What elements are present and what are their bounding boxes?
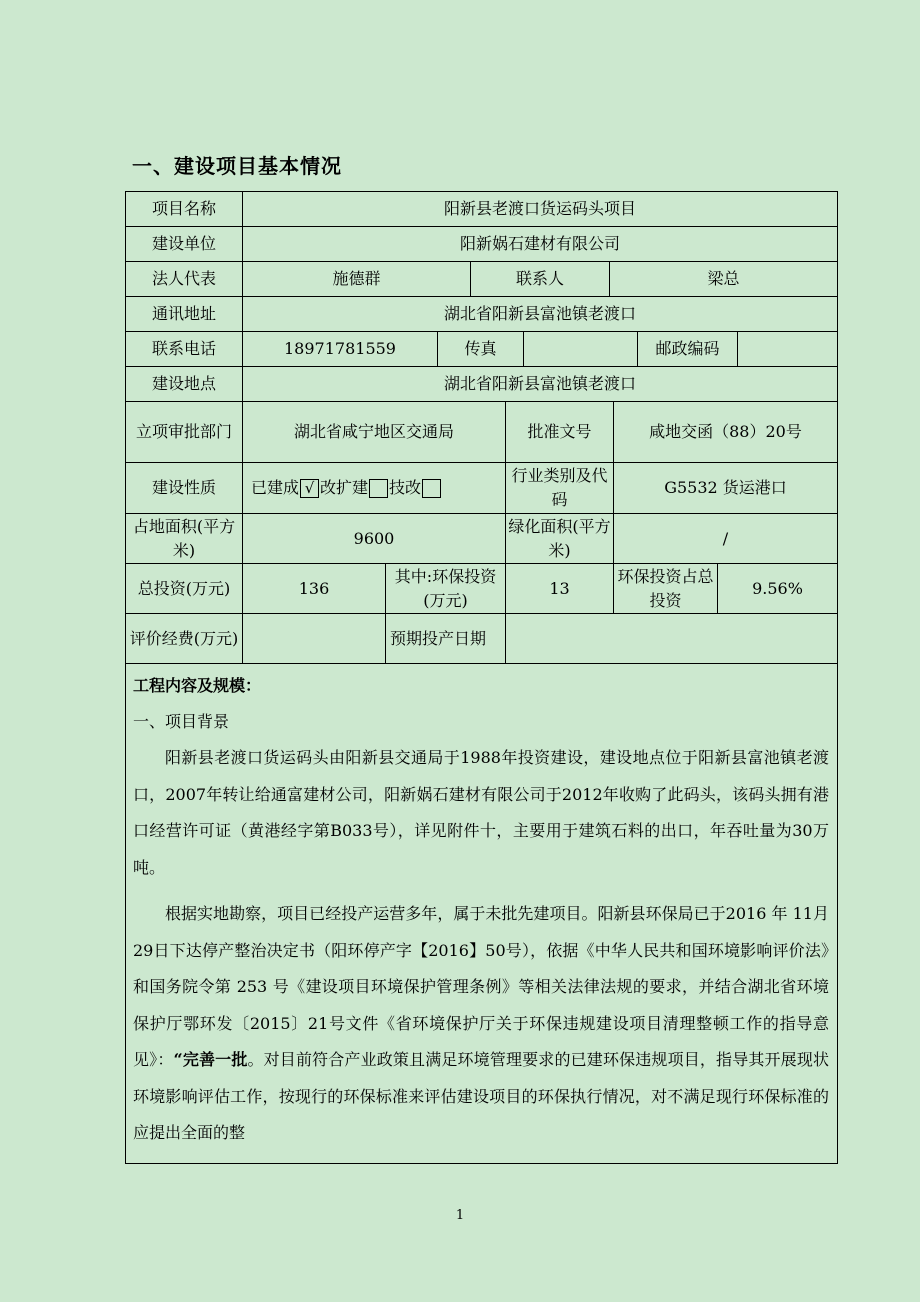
total-invest-label: 总投资(万元) — [137, 578, 231, 598]
approval-no-label: 批准文号 — [527, 422, 592, 441]
industry-label: 行业类别及代码 — [511, 466, 608, 509]
land-area-label: 占地面积(平方米) — [132, 516, 236, 560]
paragraph-2-part-a: 根据实地勘察，项目已经投产运营多年，属于未批先建项目。阳新县环保局已于2016 年 11月 29日下达停产整治决定书（阳环停产字【2016】50号），依据《中华人民共和国环境影响评价法》和国务院令第 253 号《建设项目环境保护管理条例》等相关法律法规的要求，并结合湖北省环境保护厅鄂环发〔2015〕21号文件《省环境保护厅关于环保违规建设项目清理整顿工作的指导意见》： — [133, 904, 829, 1069]
postcode-value — [738, 332, 837, 366]
page-number: 1 — [455, 1208, 465, 1223]
green-area-value: / — [722, 528, 729, 548]
section-heading: 一、建设项目基本情况 — [132, 154, 342, 178]
total-invest-value: 136 — [298, 578, 330, 598]
eval-fee-value — [243, 614, 385, 663]
approval-no-value: 咸地交函（88）20号 — [649, 422, 802, 441]
content-subtitle: 一、项目背景 — [133, 712, 230, 731]
project-name-value: 阳新县老渡口货运码头项目 — [443, 199, 636, 218]
postcode-label: 邮政编码 — [655, 339, 720, 358]
legal-rep-value: 施德群 — [332, 269, 381, 288]
nature-label: 建设性质 — [151, 478, 216, 497]
approval-dept-label: 立项审批部门 — [135, 422, 232, 441]
paragraph-2 — [133, 896, 829, 1152]
paragraph-2-part-b: 。对目前符合产业政策且满足环境管理要求的已建环保违规项目，指导其开展现状环境影响评估工作，按现行的环保标准来评估建设项目的环保执行情况，对不满足现行环保标准的应提出全面的整 — [133, 1050, 829, 1142]
nature-tech-checkbox[interactable] — [422, 479, 441, 498]
site-label: 建设地点 — [151, 374, 216, 393]
phone-label: 联系电话 — [151, 339, 216, 358]
fax-label: 传真 — [464, 339, 497, 358]
site-value: 湖北省阳新县富池镇老渡口 — [443, 374, 636, 393]
env-invest-label: 其中:环保投资(万元) — [394, 566, 497, 610]
fax-value — [524, 332, 637, 366]
expected-date-value — [506, 614, 837, 663]
contact-label: 联系人 — [515, 269, 564, 288]
legal-rep-label: 法人代表 — [151, 269, 216, 288]
env-ratio-value: 9.56% — [752, 578, 803, 598]
eval-fee-label: 评价经费(万元) — [129, 628, 239, 648]
nature-expand-checkbox[interactable] — [369, 479, 388, 498]
builder-value: 阳新娲石建材有限公司 — [459, 234, 620, 253]
address-value: 湖北省阳新县富池镇老渡口 — [443, 304, 636, 323]
nature-built-text: 已建成 — [251, 478, 300, 497]
contact-value: 梁总 — [707, 269, 740, 288]
expected-date-label: 预期投产日期 — [390, 628, 487, 648]
nature-tech-text: 技改 — [389, 478, 422, 497]
land-area-value: 9600 — [353, 528, 395, 548]
phone-value: 18971781559 — [284, 339, 396, 358]
project-name-label: 项目名称 — [151, 199, 216, 218]
builder-label: 建设单位 — [151, 234, 216, 253]
paragraph-1: 阳新县老渡口货运码头由阳新县交通局于1988年投资建设，建设地点位于阳新县富池镇老渡口，2007年转让给通富建材公司，阳新娲石建材有限公司于2012年收购了此码头，该码头拥有港口经营许可证（黄港经字第B033号），详见附件十，主要用于建筑石料的出口，年吞吐量为30万吨。 — [133, 748, 829, 877]
approval-dept-value: 湖北省咸宁地区交通局 — [293, 422, 454, 441]
nature-built-checkbox[interactable]: √ — [300, 479, 319, 498]
green-area-label: 绿化面积(平方米) — [508, 516, 611, 560]
nature-options — [243, 463, 505, 513]
content-title: 工程内容及规模： — [133, 676, 262, 695]
env-ratio-label: 环保投资占总投资 — [617, 566, 714, 610]
address-label: 通讯地址 — [151, 304, 216, 323]
paragraph-2-emphasis: “完善一批 — [173, 1050, 248, 1069]
nature-expand-text: 改扩建 — [320, 478, 369, 497]
industry-value: G5532 货运港口 — [664, 478, 787, 497]
env-invest-value: 13 — [549, 578, 570, 598]
